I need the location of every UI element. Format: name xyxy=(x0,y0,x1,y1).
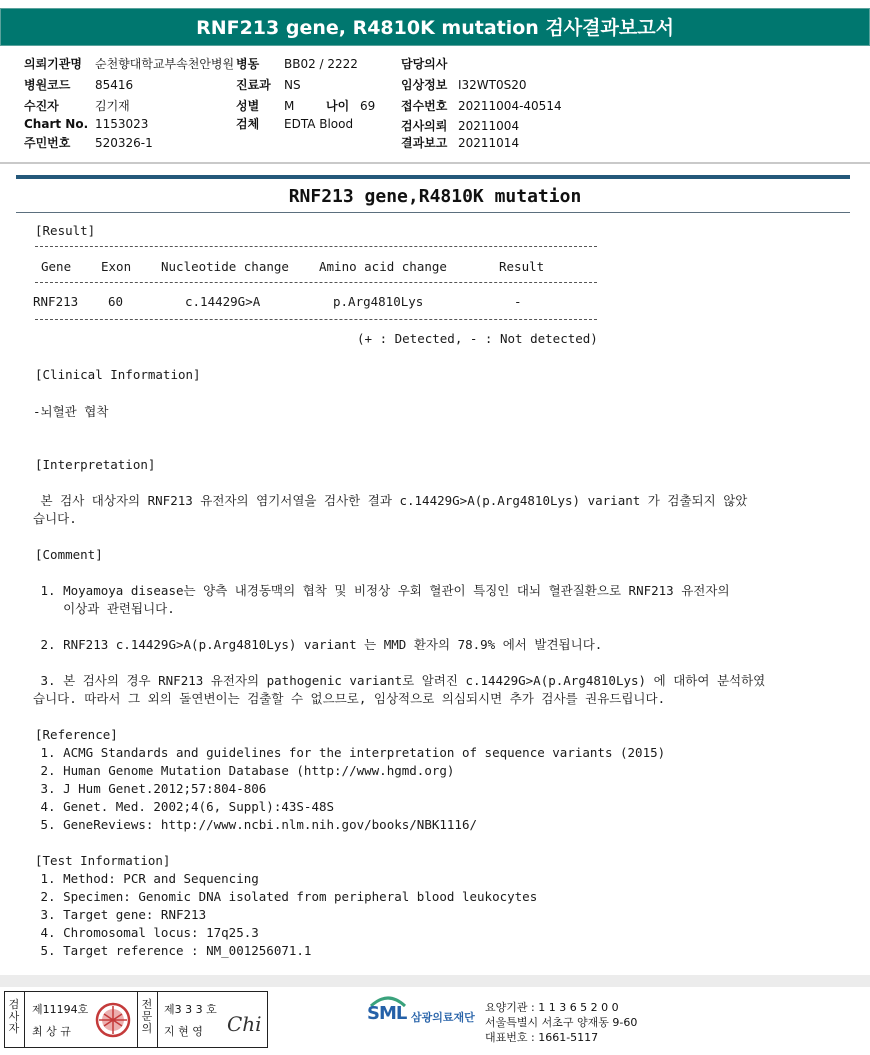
comment-1-line1: 1. Moyamoya disease는 양측 내경동맥의 협착 및 비정상 우회 혈관이 특징인 대뇌 혈관질환으로 RNF213 유전자의 xyxy=(33,583,730,598)
result-legend: (+ : Detected, - : Not detected) xyxy=(357,331,598,346)
lab-code: 요양기관 : 1 1 3 6 5 2 0 0 xyxy=(485,1001,619,1014)
divider xyxy=(157,992,158,1047)
specimen-value: EDTA Blood xyxy=(284,117,354,131)
receipt-value: 20211004-40514 xyxy=(458,99,562,113)
comment-2: 2. RNF213 c.14429G>A(p.Arg4810Lys) variant 는 MMD 환자의 78.9% 에서 발견됩니다. xyxy=(33,637,603,652)
inspector-number: 제11194호 xyxy=(32,1003,89,1016)
row-exon: 60 xyxy=(108,294,124,309)
reference-item: 2. Human Genome Mutation Database (http://www.hgmd.org) xyxy=(33,763,455,778)
receipt-label: 접수번호 xyxy=(401,99,448,113)
report-date-label: 결과보고 xyxy=(401,136,448,150)
org-name: 삼광의료재단 xyxy=(411,1011,475,1024)
reference-item: 4. Genet. Med. 2002;4(6, Suppl):43S-48S xyxy=(33,799,335,814)
row-result: - xyxy=(514,294,522,309)
col-gene: Gene xyxy=(41,259,72,274)
footer-band xyxy=(0,975,870,987)
specialist-number: 제3 3 3 호 xyxy=(164,1003,217,1016)
inspector-name: 최 상 규 xyxy=(32,1025,71,1038)
report-date-value: 20211014 xyxy=(458,136,520,150)
header-divider xyxy=(0,162,870,164)
interpretation-line2: 습니다. xyxy=(33,511,77,526)
hospital-label: 의뢰기관명 xyxy=(24,57,82,71)
specialist-label: 전문의 xyxy=(141,998,153,1035)
patient-value: 김기재 xyxy=(95,99,130,113)
lab-phone: 대표번호 : 1661-5117 xyxy=(485,1031,599,1044)
comment-1-line2: 이상과 관련됩니다. xyxy=(33,601,175,616)
ward-label: 병동 xyxy=(236,57,260,71)
specimen-label: 검체 xyxy=(236,117,260,131)
sml-logo-text: SML xyxy=(367,1003,407,1024)
reference-item: 1. ACMG Standards and guidelines for the interpretation of sequence variants (2015) xyxy=(33,745,666,760)
test-info-item: 3. Target gene: RNF213 xyxy=(33,907,207,922)
test-info-item: 2. Specimen: Genomic DNA isolated from peripheral blood leukocytes xyxy=(33,889,538,904)
hospital-value: 순천향대학교부속천안병원 xyxy=(95,57,235,71)
test-info-item: 1. Method: PCR and Sequencing xyxy=(33,871,259,886)
report-title-bar: RNF213 gene, R4810K mutation 검사결과보고서 xyxy=(0,8,870,46)
age-label: 나이 xyxy=(326,99,350,113)
result-divider-top xyxy=(35,246,597,247)
report-heading: RNF213 gene,R4810K mutation xyxy=(288,186,582,207)
id-label: 주민번호 xyxy=(24,136,71,150)
result-divider-bottom xyxy=(35,319,597,320)
doctor-label: 담당의사 xyxy=(401,57,448,71)
test-info-item: 5. Target reference : NM_001256071.1 xyxy=(33,943,312,958)
specialist-signature: Chi xyxy=(227,1012,262,1036)
row-gene: RNF213 xyxy=(33,294,79,309)
inspector-label: 검사자 xyxy=(8,998,20,1035)
code-label: 병원코드 xyxy=(24,78,71,92)
clinical-text: -뇌혈관 협착 xyxy=(33,404,109,419)
sex-label: 성별 xyxy=(236,99,260,113)
col-result: Result xyxy=(499,259,545,274)
col-amino: Amino acid change xyxy=(319,259,447,274)
reference-item: 5. GeneReviews: http://www.ncbi.nlm.nih.gov/books/NBK1116/ xyxy=(33,817,478,832)
row-amino: p.Arg4810Lys xyxy=(333,294,424,309)
result-heading: [Result] xyxy=(35,223,96,238)
divider xyxy=(24,992,25,1047)
comment-heading: [Comment] xyxy=(35,547,103,562)
clinical-info-value: I32WT0S20 xyxy=(458,78,527,92)
interpretation-line1: 본 검사 대상자의 RNF213 유전자의 염기서열을 검사한 결과 c.14429G>A(p.Arg4810Lys) variant 가 검출되지 않았 xyxy=(33,493,748,508)
col-nucleotide: Nucleotide change xyxy=(161,259,289,274)
chart-label: Chart No. xyxy=(24,117,89,131)
clinical-heading: [Clinical Information] xyxy=(35,367,201,382)
reference-heading: [Reference] xyxy=(35,727,118,742)
age-value: 69 xyxy=(360,99,376,113)
sex-value: M xyxy=(284,99,295,113)
test-info-heading: [Test Information] xyxy=(35,853,171,868)
clinical-info-label: 임상정보 xyxy=(401,78,448,92)
divider xyxy=(137,992,138,1047)
test-info-item: 4. Chromosomal locus: 17q25.3 xyxy=(33,925,259,940)
request-label: 검사의뢰 xyxy=(401,119,448,133)
title-top-rule xyxy=(16,175,850,179)
code-value: 85416 xyxy=(95,78,134,92)
result-divider-mid xyxy=(35,282,597,283)
inspector-seal-icon xyxy=(95,1002,131,1038)
interpretation-heading: [Interpretation] xyxy=(35,457,156,472)
col-exon: Exon xyxy=(101,259,132,274)
id-value: 520326-1 xyxy=(95,136,153,150)
patient-label: 수진자 xyxy=(24,99,59,113)
reference-item: 3. J Hum Genet.2012;57:804-806 xyxy=(33,781,267,796)
row-nucleotide: c.14429G>A xyxy=(185,294,261,309)
signature-box xyxy=(4,991,268,1048)
title-bottom-rule xyxy=(16,212,850,213)
chart-value: 1153023 xyxy=(95,117,149,131)
specialist-name: 지 현 영 xyxy=(164,1025,203,1038)
lab-address: 서울특별시 서초구 양재동 9-60 xyxy=(485,1016,638,1029)
request-value: 20211004 xyxy=(458,119,520,133)
dept-label: 진료과 xyxy=(236,78,271,92)
ward-value: BB02 / 2222 xyxy=(284,57,358,71)
dept-value: NS xyxy=(284,78,301,92)
comment-3-line2: 습니다. 따라서 그 외의 돌연변이는 검출할 수 없으므로, 임상적으로 의심되시면 추가 검사를 권유드립니다. xyxy=(33,691,666,706)
comment-3-line1: 3. 본 검사의 경우 RNF213 유전자의 pathogenic variant로 알려진 c.14429G>A(p.Arg4810Lys) 에 대하여 분석하였 xyxy=(33,673,766,688)
